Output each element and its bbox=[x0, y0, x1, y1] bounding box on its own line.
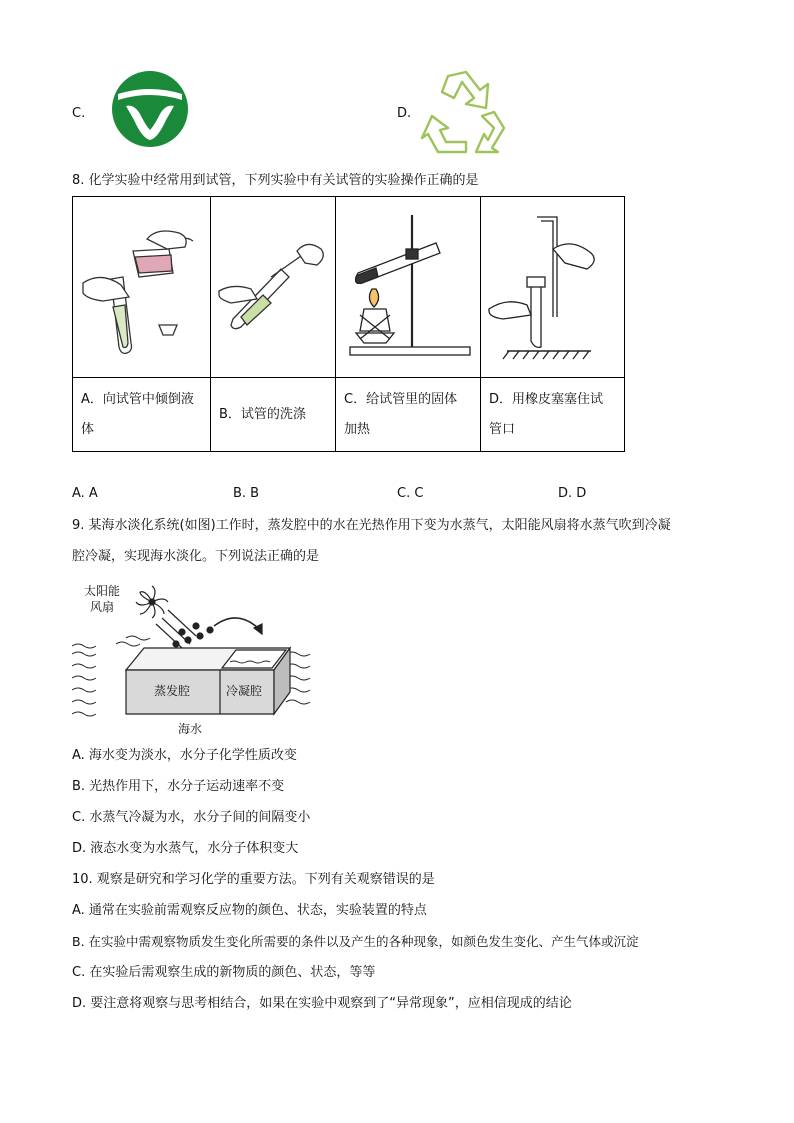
q8-experiment-table bbox=[72, 196, 625, 452]
q9-option-c: C. 水蒸气冷凝为水，水分子间的间隔变小 bbox=[72, 810, 311, 825]
q8-image-cell-d bbox=[481, 197, 625, 378]
q8-image-cell-a bbox=[73, 197, 211, 378]
q8-image-cell-c bbox=[336, 197, 481, 378]
condenser-label: 冷凝腔 bbox=[226, 684, 263, 698]
wash-test-tube-icon bbox=[211, 197, 335, 373]
question-10-stem: 10. 观察是研究和学习化学的重要方法。下列有关观察错误的是 bbox=[72, 872, 435, 887]
q9-option-b: B. 光热作用下，水分子运动速率不变 bbox=[72, 779, 285, 794]
fan-label-line1: 太阳能 bbox=[84, 584, 121, 598]
q8-caption-a: A．向试管中倾倒液 体 bbox=[73, 378, 211, 452]
q8-choice-a: A. A bbox=[72, 486, 98, 501]
sea-label: 海水 bbox=[178, 722, 203, 736]
q8-choice-c: C. C bbox=[397, 486, 424, 501]
fan-label-line2: 风扇 bbox=[90, 600, 115, 614]
question-9-stem-line2: 腔冷凝，实现海水淡化。下列说法正确的是 bbox=[72, 549, 320, 564]
question-9-stem-line1: 9. 某海水淡化系统(如图)工作时，蒸发腔中的水在光热作用下变为水蒸气，太阳能风扇将水蒸气吹到冷凝 bbox=[72, 518, 671, 533]
q8-caption-b: B．试管的洗涤 bbox=[211, 378, 336, 452]
option-c-letter: C. bbox=[72, 106, 86, 121]
solar-fan-icon bbox=[136, 586, 168, 618]
q9-option-d: D. 液态水变为水蒸气，水分子体积变大 bbox=[72, 841, 299, 856]
green-food-logo-icon bbox=[106, 68, 194, 154]
insert-rubber-stopper-icon bbox=[481, 197, 624, 373]
heat-solid-in-test-tube-icon bbox=[336, 197, 480, 373]
recycling-symbol-icon bbox=[418, 68, 510, 162]
q8-caption-d: D．用橡皮塞塞住试 管口 bbox=[481, 378, 625, 452]
q10-option-a: A. 通常在实验前需观察反应物的颜色、状态，实验装置的特点 bbox=[72, 903, 427, 918]
q10-option-c: C. 在实验后需观察生成的新物质的颜色、状态，等等 bbox=[72, 965, 376, 980]
option-d-letter: D. bbox=[397, 106, 412, 121]
q10-option-d: D. 要注意将观察与思考相结合，如果在实验中观察到了“异常现象”，应相信现成的结论 bbox=[72, 996, 572, 1011]
q9-option-a: A. 海水变为淡水，水分子化学性质改变 bbox=[72, 748, 297, 763]
q8-choice-d: D. D bbox=[558, 486, 587, 501]
q8-image-cell-b bbox=[211, 197, 336, 378]
q8-caption-c: C．给试管里的固体 加热 bbox=[336, 378, 481, 452]
question-8-stem: 8. 化学实验中经常用到试管，下列实验中有关试管的实验操作正确的是 bbox=[72, 173, 479, 188]
desalination-figure bbox=[72, 574, 322, 740]
q10-option-b: B. 在实验中需观察物质发生变化所需要的条件以及产生的各种现象，如颜色发生变化、产生气体或沉淀 bbox=[72, 934, 639, 949]
q8-choice-b: B. B bbox=[233, 486, 260, 501]
pour-liquid-test-tube-icon bbox=[73, 197, 210, 373]
evaporator-label: 蒸发腔 bbox=[154, 684, 191, 698]
